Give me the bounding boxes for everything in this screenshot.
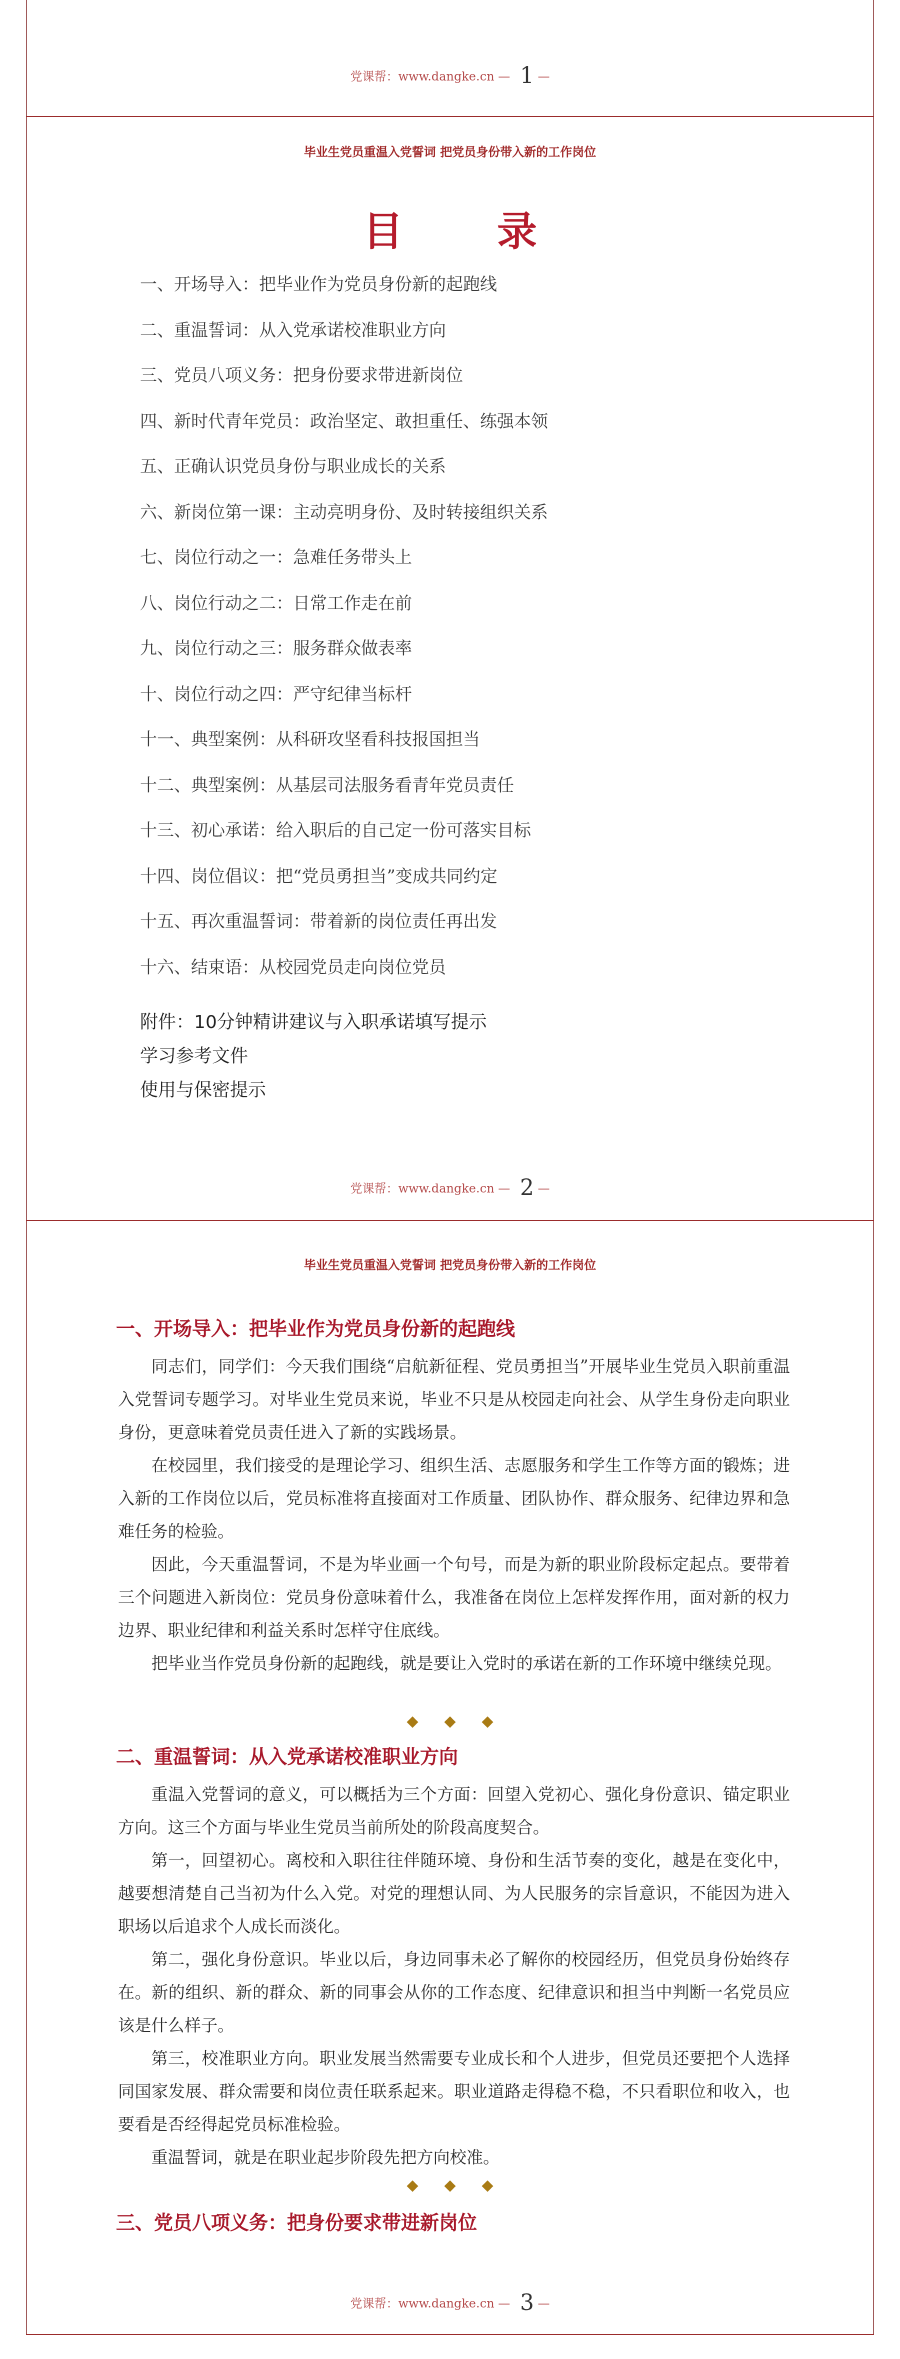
page-bottom-line: [26, 2334, 874, 2335]
diamond-divider: ◆◆◆: [406, 2176, 520, 2194]
paragraph: 把毕业当作党员身份新的起跑线，就是要让入党时的承诺在新的工作环境中继续兑现。: [151, 1654, 782, 1673]
page-footer-1: [0, 63, 900, 89]
running-header: 毕业生党员重温入党誓词 把党员身份带入新的工作岗位: [303, 145, 597, 159]
toc-extra-item[interactable]: 学习参考文件: [140, 1046, 248, 1067]
footer-dash: —: [537, 1181, 550, 1196]
paragraph: 因此，今天重温誓词，不是为毕业画一个句号，而是为新的职业阶段标定起点。要带着三个问题进入新岗位：党员身份意味着什么，我准备在岗位上怎样发挥作用，面对新的权力边界、职业纪律和利益关系时怎样守住底线。: [118, 1555, 790, 1640]
footer-dash: —: [537, 2296, 550, 2311]
page-number: 3: [519, 2290, 534, 2316]
section-1: [118, 1312, 790, 1680]
toc-item[interactable]: 十六、结束语：从校园党员走向岗位党员: [140, 957, 446, 978]
toc-item[interactable]: 七、岗位行动之一：急难任务带头上: [140, 548, 412, 568]
paragraph: 第二，强化身份意识。毕业以后，身边同事未必了解你的校园经历，但党员身份始终存在。新的组织、新的群众、新的同事会从你的工作态度、纪律意识和担当中判断一名党员应该是什么样子。: [118, 1950, 790, 2035]
page-number: 2: [519, 1175, 534, 1201]
footer-dash: —: [498, 2296, 511, 2311]
footer-dash: —: [537, 69, 550, 84]
toc-item[interactable]: 十二、典型案例：从基层司法服务看青年党员责任: [140, 775, 514, 796]
toc-item[interactable]: 二、重温誓词：从入党承诺校准职业方向: [140, 320, 446, 341]
diamond-divider: ◆◆◆: [406, 1712, 520, 1730]
running-header: 毕业生党员重温入党誓词 把党员身份带入新的工作岗位: [303, 1258, 597, 1272]
toc-item[interactable]: 三、党员八项义务：把身份要求带进新岗位: [140, 366, 463, 386]
toc-item[interactable]: 一、开场导入：把毕业作为党员身份新的起跑线: [140, 275, 497, 295]
toc-item[interactable]: 八、岗位行动之二：日常工作走在前: [140, 593, 412, 614]
section-2: [118, 1740, 790, 2174]
paragraph: 重温誓词，就是在职业起步阶段先把方向校准。: [151, 2148, 500, 2167]
toc-extra-item[interactable]: 使用与保密提示: [140, 1080, 266, 1101]
toc-item[interactable]: 十一、典型案例：从科研攻坚看科技报国担当: [140, 730, 480, 750]
section-heading: 二、重温誓词：从入党承诺校准职业方向: [116, 1746, 459, 1768]
section-heading: 三、党员八项义务：把身份要求带进新岗位: [116, 2212, 478, 2234]
section-heading: 一、开场导入：把毕业作为党员身份新的起跑线: [116, 1318, 516, 1340]
footer-dash: —: [498, 69, 511, 84]
paragraph: 在校园里，我们接受的是理论学习、组织生活、志愿服务和学生工作等方面的锻炼；进入新的工作岗位以后，党员标准将直接面对工作质量、团队协作、群众服务、纪律边界和急难任务的检验。: [118, 1456, 790, 1541]
toc-item[interactable]: 十三、初心承诺：给入职后的自己定一份可落实目标: [140, 821, 531, 841]
page-number: 1: [519, 63, 534, 89]
paragraph: 第一，回望初心。离校和入职往往伴随环境、身份和生活节奏的变化，越是在变化中，越要想清楚自己当初为什么入党。对党的理想认同、为人民服务的宗旨意识，不能因为进入职场以后追求个人成长而淡化。: [118, 1851, 790, 1936]
toc-title: 目 录: [363, 209, 577, 255]
page-1-frame: [26, 0, 874, 116]
toc-item[interactable]: 五、正确认识党员身份与职业成长的关系: [140, 457, 446, 477]
paragraph: 第三，校准职业方向。职业发展当然需要专业成长和个人进步，但党员还要把个人选择同国家发展、群众需要和岗位责任联系起来。职业道路走得稳不稳，不只看职位和收入，也要看是否经得起党员标准检验。: [118, 2049, 790, 2134]
toc-extra-item[interactable]: 附件：10分钟精讲建议与入职承诺填写提示: [140, 1012, 487, 1033]
toc-item[interactable]: 六、新岗位第一课：主动亮明身份、及时转接组织关系: [140, 502, 548, 523]
footer-site: 党课帮：www.dangke.cn: [350, 1181, 495, 1196]
page-footer-2: [0, 1175, 900, 1201]
section-3: [118, 2206, 790, 2240]
toc-item[interactable]: 九、岗位行动之三：服务群众做表率: [140, 639, 412, 659]
paragraph: 重温入党誓词的意义，可以概括为三个方面：回望入党初心、强化身份意识、锚定职业方向。这三个方面与毕业生党员当前所处的阶段高度契合。: [118, 1785, 790, 1837]
footer-site: 党课帮：www.dangke.cn: [350, 69, 495, 84]
footer-site: 党课帮：www.dangke.cn: [350, 2296, 495, 2311]
toc-item[interactable]: 十、岗位行动之四：严守纪律当标杆: [140, 684, 412, 705]
page-footer-3: [0, 2290, 900, 2316]
toc-item[interactable]: 四、新时代青年党员：政治坚定、敢担重任、练强本领: [140, 411, 548, 432]
toc-extras: [140, 1006, 780, 1108]
toc-item[interactable]: 十四、岗位倡议：把“党员勇担当”变成共同约定: [140, 866, 498, 887]
toc-item[interactable]: 十五、再次重温誓词：带着新的岗位责任再出发: [140, 912, 497, 932]
footer-dash: —: [498, 1181, 511, 1196]
paragraph: 同志们，同学们：今天我们围绕“启航新征程、党员勇担当”开展毕业生党员入职前重温入党誓词专题学习。对毕业生党员来说，毕业不只是从校园走向社会、从学生身份走向职业身份，更意味着党员责任进入了新的实践场景。: [118, 1357, 790, 1442]
toc-list: [140, 270, 780, 998]
